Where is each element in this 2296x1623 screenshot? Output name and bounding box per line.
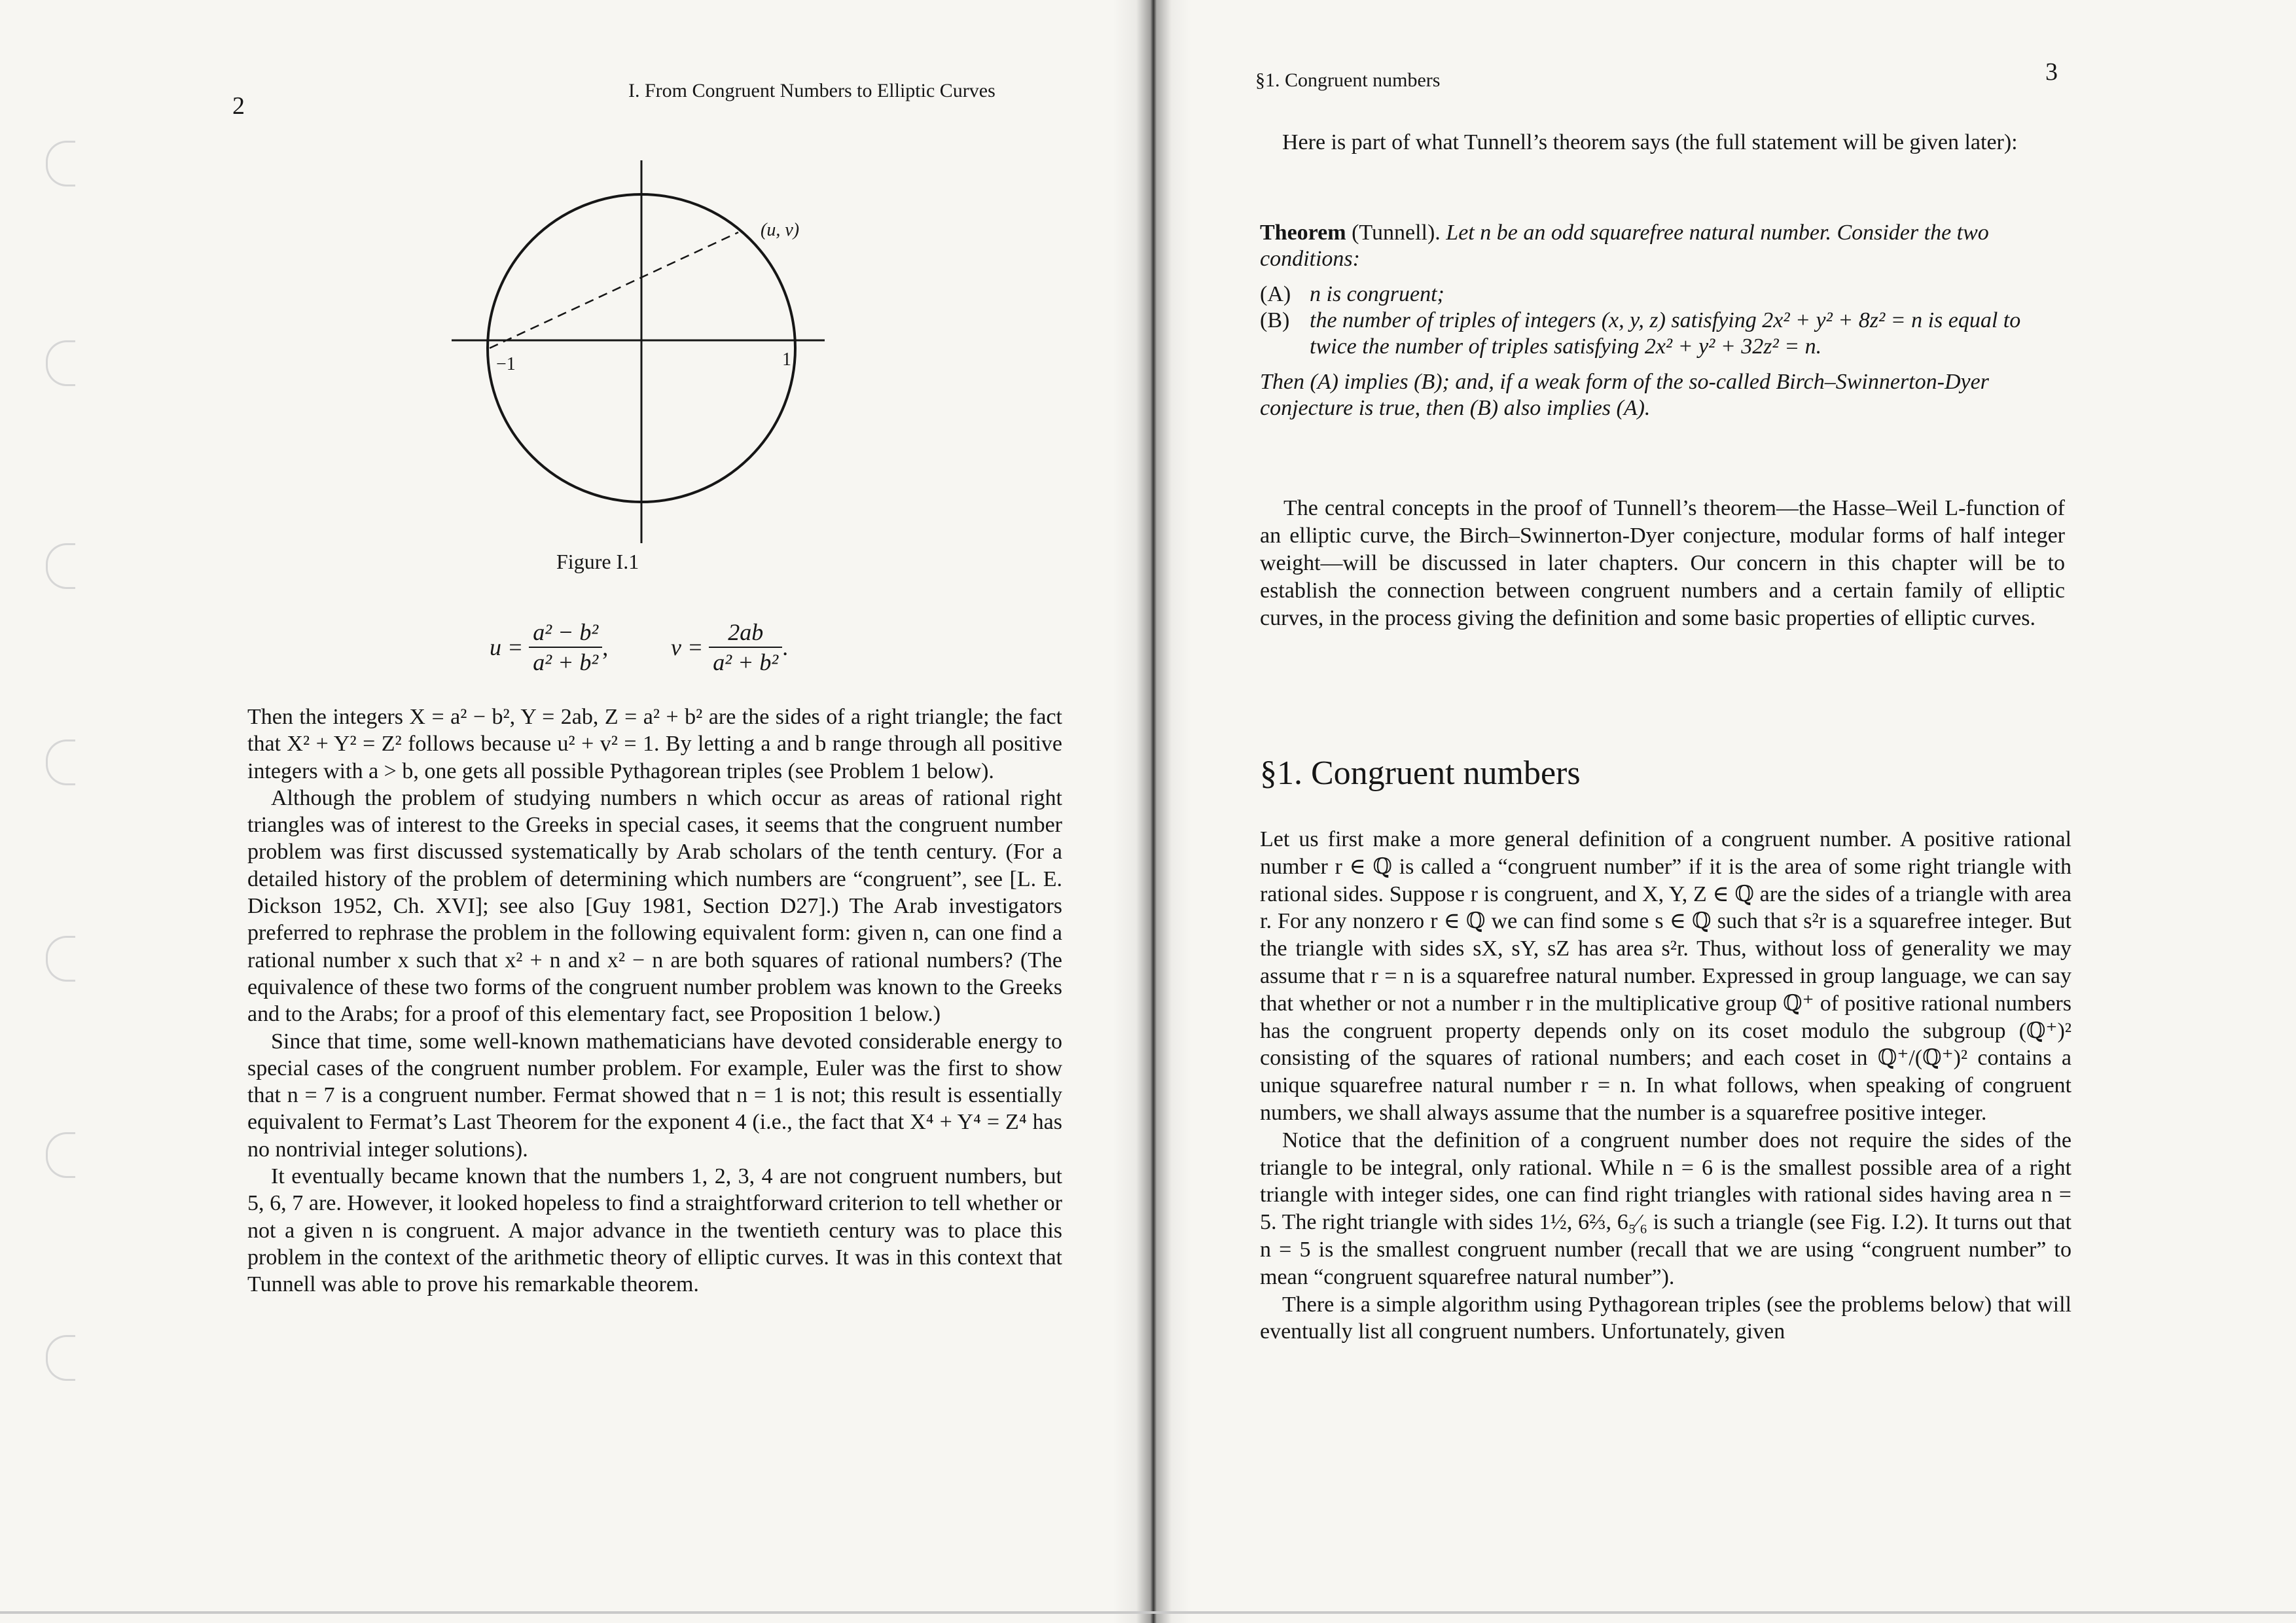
condition-a-text: n is congruent; — [1310, 282, 1444, 306]
page-number: 3 — [2045, 58, 2058, 86]
tick-label-minus-one: −1 — [496, 354, 516, 374]
intro-paragraph — [1260, 129, 2065, 156]
condition-list — [1260, 281, 2066, 360]
figure-caption: Figure I.1 — [556, 550, 639, 573]
right-body-text — [1260, 826, 2072, 1346]
fraction-v — [709, 618, 782, 677]
condition-a-tag: (A) — [1260, 282, 1291, 306]
figure-unit-circle — [452, 157, 844, 563]
running-head: §1. Congruent numbers — [1255, 69, 1441, 91]
book-gutter-shadow — [1113, 0, 1191, 1623]
fraction-u-numerator: a² − b² — [529, 618, 602, 648]
formula-v-lhs: v = — [671, 634, 704, 660]
condition-b-text: the number of triples of integers (x, y, z) satisfying 2x² + y² + 8z² = n is equal to twice the number of triples satisfying 2x² + y² + 32z² = n. — [1310, 308, 2021, 359]
theorem-block — [1260, 220, 2066, 421]
theorem-attribution: (Tunnell). — [1352, 221, 1441, 245]
running-head: I. From Congruent Numbers to Elliptic Curves — [628, 80, 996, 101]
condition-a — [1260, 281, 2066, 308]
formula-v — [671, 618, 788, 677]
tick-label-one: 1 — [782, 349, 791, 370]
secant-line — [490, 232, 738, 348]
paragraph: Here is part of what Tunnell’s theorem says (the full statement will be given later): — [1282, 130, 2018, 154]
paragraph: Since that time, some well-known mathematicians have devoted considerable energy to special cases of the congruent number problem. For example, Euler was the first to show that n = 7 is a congruent number. Fermat showed that n = 1 is not; this result is essentially equivalent to Fermat’s Last Theorem for the exponent 4 (i.e., the fact that X⁴ + Y⁴ = Z⁴ has no nontrivial integer solutions). — [247, 1029, 1062, 1162]
left-page — [0, 0, 1113, 1623]
paragraph: There is a simple algorithm using Pythagorean triples (see the problems below) that will eventually list all congruent numbers. Unfortunately, given — [1260, 1292, 2072, 1344]
formula-u — [490, 618, 608, 677]
condition-b-tag: (B) — [1260, 308, 1290, 332]
paragraph: The central concepts in the proof of Tunnell’s theorem—the Hasse–Weil L-function of an elliptic curve, the Birch–Swinnerton-Dyer conjecture, modular forms of half integer weight—will be discussed in later chapters. Our concern in this chapter will be to establish the connection between congruent numbers and a certain family of elliptic curves, in the process giving the definition and some basic properties of elliptic curves. — [1260, 496, 2065, 630]
theorem-name: Theorem — [1260, 221, 1346, 245]
condition-b — [1260, 308, 2066, 360]
paragraph: Notice that the definition of a congruent number does not require the sides of the triangle to be integral, only rational. While n = 6 is the smallest possible area of a right triangle with integer sides, one can find right triangles with rational sides having area n = 5. The right triangle with sides 1½, 6⅔, 6₅⁄₆ is such a triangle (see Fig. I.2). It turns out that n = 5 is the smallest congruent number (recall that we are using “congruent number” to mean “congruent squarefree natural number”). — [1260, 1128, 2072, 1289]
left-body-text — [247, 704, 1062, 1298]
paragraph: It eventually became known that the numbers 1, 2, 3, 4 are not congruent numbers, but 5, 6, 7 are. However, it looked hopeless to find a straightforward criterion to tell whether or not a given n is congruent. A major advance in the twentieth century was to place this problem in the context of the arithmetic theory of elliptic curves. It was in this context that Tunnell was able to prove his remarkable theorem. — [247, 1164, 1062, 1297]
point-label: (u, v) — [761, 220, 800, 240]
unit-circle-diagram — [452, 157, 844, 563]
fraction-u-denominator: a² + b² — [533, 649, 599, 675]
paragraph: Then the integers X = a² − b², Y = 2ab, Z = a² + b² are the sides of a right triangle; the fact that X² + Y² = Z² follows because u² + v² = 1. By letting a and b range through all positive integers with a > b, one gets all possible Pythagorean triples (see Problem 1 below). — [247, 705, 1062, 783]
paragraph: Let us first make a more general definition of a congruent number. A positive rational number r ∈ ℚ is called a “congruent number” if it is the area of some right triangle with rational sides. Suppose r is congruent, and X, Y, Z ∈ ℚ are the sides of a triangle with area r. For any nonzero r ∈ ℚ we can find some s ∈ ℚ such that s²r is a squarefree integer. But the triangle with sides sX, sY, sZ has area s²r. Thus, without loss of generality we may assume that r = n is a squarefree natural number. Expressed in group language, we can say that whether or not a number r in the multiplicative group ℚ⁺ of positive rational numbers has the congruent property depends only on its coset modulo the subgroup (ℚ⁺)² consisting of the squares of rational numbers; and each coset in ℚ⁺/(ℚ⁺)² contains a unique squarefree natural number r = n. In what follows, when speaking of congruent numbers, we shall always assume that the number is a squarefree positive integer. — [1260, 827, 2072, 1125]
paragraph: Although the problem of studying numbers n which occur as areas of rational right triangles was of interest to the Greeks in special cases, it seems that the congruent number problem was first discussed systematically by Arab scholars of the tenth century. (For a detailed history of the problem of determining which numbers are “congruent”, see [L. E. Dickson 1952, Ch. XVI]; see also [Guy 1981, Section D27].) The Arab investigators preferred to rephrase the problem in the following equivalent form: given n, can one find a rational number x such that x² + n and x² − n are both squares of rational numbers? (The equivalence of these two forms of the congruent number problem was known to the Greeks and to the Arabs; for a proof of this elementary fact, see Proposition 1 below.) — [247, 785, 1062, 1027]
fraction-v-denominator: a² + b² — [713, 649, 779, 675]
fraction-u — [529, 618, 602, 677]
theorem-statement-text: Let n be an odd squarefree natural number. Consider the two conditions: — [1260, 221, 1989, 271]
fraction-v-numerator: 2ab — [709, 618, 782, 648]
concepts-paragraph — [1260, 495, 2065, 632]
theorem-conclusion: Then (A) implies (B); and, if a weak form of the so-called Birch–Swinnerton-Dyer conjecture is true, then (B) also implies (A). — [1260, 370, 1989, 420]
theorem-statement — [1260, 220, 2066, 272]
page-number: 2 — [232, 92, 245, 120]
section-heading: §1. Congruent numbers — [1260, 755, 1581, 792]
formula-end: . — [782, 634, 789, 660]
formula-u-lhs: u = — [490, 634, 524, 660]
formula-separator: , — [602, 634, 609, 660]
